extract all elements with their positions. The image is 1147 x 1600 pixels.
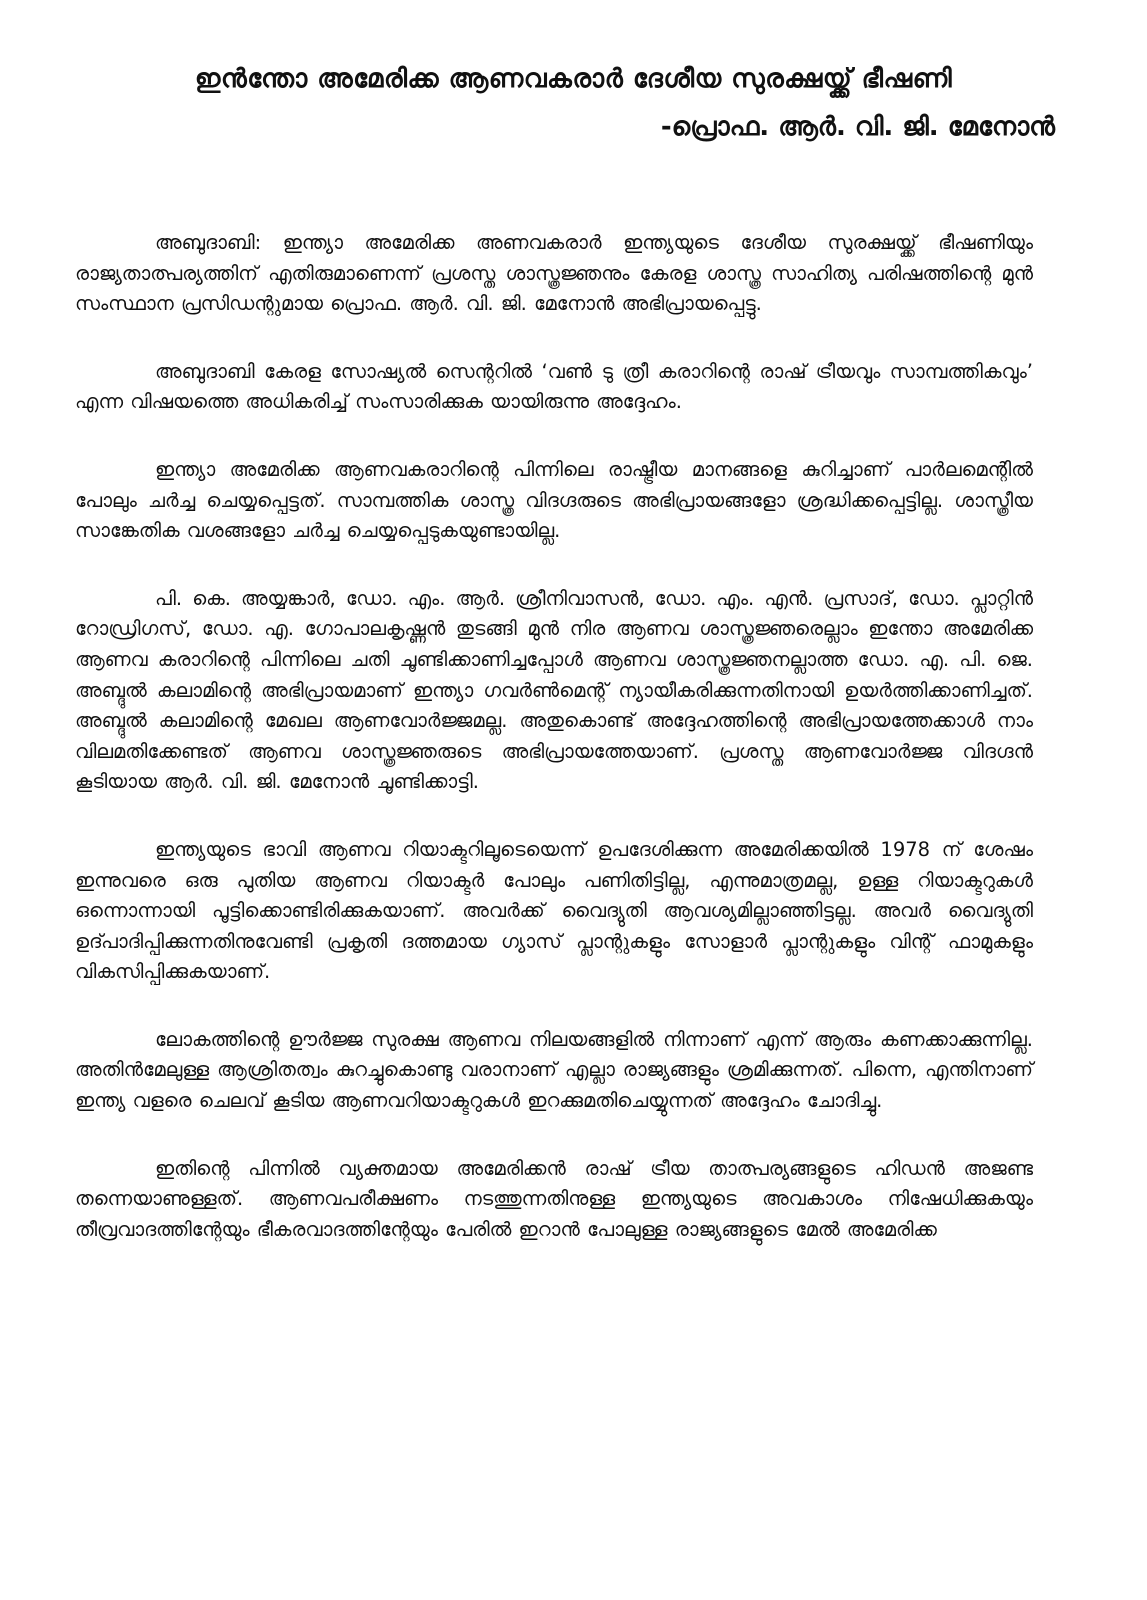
paragraph: ഇന്ത്യയുടെ ഭാവി ആണവ റിയാക്ടറിലൂടെയെന്ന് ഉപദേശിക്കുന്ന അമേരിക്കയിൽ 1978 ന് ശേഷം ഇന്നുവരെ ഒരു പുതിയ ആണവ റിയാക്ടർ പോലും പണിതിട്ടില്ല, എന്നുമാത്രമല്ല, ഉള്ള റിയാക്ടറുകൾ ഒന്നൊന്നായി പൂട്ടിക്കൊണ്ടിരിക്കുകയാണ്. അവർക്ക് വൈദ്യുതി ആവശ്യമില്ലാഞ്ഞിട്ടല്ല. അവർ വൈദ്യുതി ഉദ്പാദിപ്പിക്കുന്നതിനുവേണ്ടി പ്രകൃതി ദത്തമായ ഗ്യാസ് പ്ലാന്റുകളും സോളാർ പ്ലാന്റുകളും വിന്റ് ഫാമുകളും വികസിപ്പിക്കുകയാണ്. [75, 837, 1033, 984]
paragraph: അബുദാബി കേരള സോഷ്യൽ സെന്ററിൽ ‘വൺ ടു ത്രീ കരാറിന്റെ രാഷ് ട്രീയവും സാമ്പത്തികവും’ എന്ന വിഷയത്തെ അധികരിച്ച് സംസാരിക്കുക യായിരുന്നു അദ്ദേഹം. [75, 359, 1033, 414]
paragraph: അബുദാബി: ഇന്ത്യാ അമേരിക്ക അണവകരാർ ഇന്ത്യയുടെ ദേശീയ സുരക്ഷയ്ക്ക് ഭീഷണിയും രാജ്യതാത്പര്യത്തിന് എതിരുമാണെന്ന് പ്രശസ്ത ശാസ്ത്രജ്ഞനും കേരള ശാസ്ത്ര സാഹിത്യ പരിഷത്തിന്റെ മുൻ സംസ്ഥാന പ്രസിഡന്റുമായ പ്രൊഫ. ആർ. വി. ജി. മേനോൻ അഭിപ്രായപ്പെട്ടു. [75, 231, 1033, 316]
article-byline: -പ്രൊഫ. ആർ. വി. ജി. മേനോൻ [660, 112, 1055, 142]
paragraph: പി. കെ. അയ്യങ്കാർ, ഡോ. എം. ആർ. ശ്രീനിവാസൻ, ഡോ. എം. എൻ. പ്രസാദ്, ഡോ. പ്ലാറ്റിൻ റോഡ്രിഗസ്, ഡോ. എ. ഗോപാലകൃഷ്ണൻ തുടങ്ങി മുൻ നിര ആണവ ശാസ്ത്രജ്ഞരെല്ലാം ഇന്തോ അമേരിക്ക ആണവ കരാറിന്റെ പിന്നിലെ ചതി ചൂണ്ടിക്കാണിച്ചപ്പോൾ ആണവ ശാസ്ത്രജ്ഞനല്ലാത്ത ഡോ. എ. പി. ജെ. അബ്ദുൽ കലാമിന്റെ അഭിപ്രായമാണ് ഇന്ത്യാ ഗവർൺമെന്റ് ന്യായീകരിക്കുന്നതിനായി ഉയർത്തിക്കാണിച്ചത്. അബ്ദുൽ കലാമിന്റെ മേഖല ആണവോർജ്ജമല്ല. അതുകൊണ്ട് അദ്ദേഹത്തിന്റെ അഭിപ്രായത്തേക്കാൾ നാം വിലമതിക്കേണ്ടത് ആണവ ശാസ്ത്രജ്ഞരുടെ അഭിപ്രായത്തേയാണ്. പ്രശസ്ത ആണവോർജ്ജ വിദഗ്ദൻ കൂടിയായ ആർ. വി. ജി. മേനോൻ ചൂണ്ടിക്കാട്ടി. [75, 586, 1033, 794]
article-title: ഇൻന്തോ അമേരിക്ക ആണവകരാർ ദേശീയ സുരക്ഷയ്ക്ക് ഭീഷണി [194, 64, 953, 94]
paragraph: ലോകത്തിന്റെ ഊർജ്ജ സുരക്ഷ ആണവ നിലയങ്ങളിൽ നിന്നാണ് എന്ന് ആരും കണക്കാക്കുന്നില്ല. അതിൻമേലുള്ള ആശ്രിതത്വം കുറച്ചുകൊണ്ടു വരാനാണ് എല്ലാ രാജ്യങ്ങളും ശ്രമിക്കുന്നത്. പിന്നെ, എന്തിനാണ് ഇന്ത്യ വളരെ ചെലവ് കൂടിയ ആണവറിയാക്ടറുകൾ ഇറക്കുമതിചെയ്യുന്നത് അദ്ദേഹം ചോദിച്ചു. [75, 1027, 1033, 1113]
paragraph: ഇതിന്റെ പിന്നിൽ വ്യക്തമായ അമേരിക്കൻ രാഷ് ട്രീയ താത്പര്യങ്ങളുടെ ഹിഡൻ അജണ്ട തന്നെയാണുള്ളത്. ആണവപരീക്ഷണം നടത്തുന്നതിനുള്ള ഇന്ത്യയുടെ അവകാശം നിഷേധിക്കുകയും തീവ്രവാദത്തിന്റേയും ഭീകരവാദത്തിന്റേയും പേരിൽ ഇറാൻ പോലുള്ള രാജ്യങ്ങളുടെ മേൽ അമേരിക്ക [75, 1156, 1033, 1241]
article-body [75, 228, 1033, 1245]
paragraph: ഇന്ത്യാ അമേരിക്ക ആണവകരാറിന്റെ പിന്നിലെ രാഷ്ട്രീയ മാനങ്ങളെ കുറിച്ചാണ് പാർലമെന്റിൽ പോലും ചർച്ച ചെയ്യപ്പെട്ടത്. സാമ്പത്തിക ശാസ്ത്ര വിദഗ്ദരുടെ അഭിപ്രായങ്ങളോ ശ്രദ്ധിക്കപ്പെട്ടില്ല. ശാസ്ത്രീയ സാങ്കേതിക വശങ്ങളോ ചർച്ച ചെയ്യപ്പെടുകയുണ്ടായില്ല. [75, 457, 1033, 543]
